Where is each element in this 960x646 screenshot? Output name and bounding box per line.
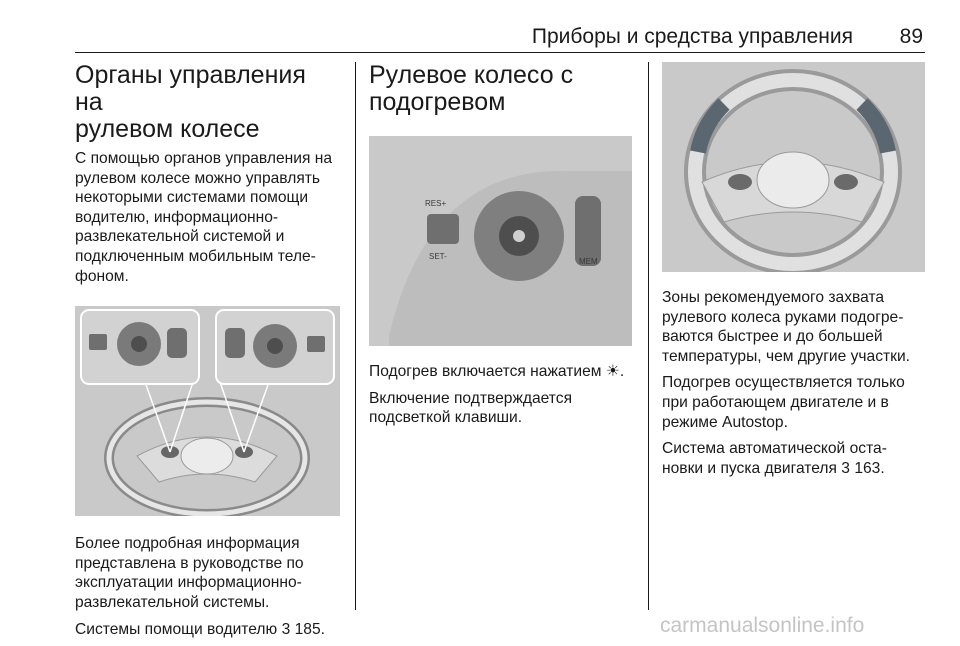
- watermark: carmanualsonline.info: [660, 614, 865, 637]
- res-label: RES+: [425, 199, 447, 208]
- column-divider-left: [355, 62, 356, 610]
- column-heated-wheel: [369, 62, 634, 435]
- column-divider-right: [648, 62, 649, 610]
- mem-label: MEM: [579, 257, 598, 266]
- section-heading-controls: Органы управления на рулевом колесе: [75, 61, 306, 143]
- set-label: SET-: [429, 252, 447, 261]
- header-title: Приборы и средства управления: [531, 25, 853, 48]
- heated-wheel-button-figure: [369, 136, 632, 346]
- heated-wheel-icon: ☀: [605, 363, 620, 380]
- heated-wheel-confirmation: Включение подтверждается подсветкой клавиши.: [369, 389, 573, 427]
- column-steering-controls: [75, 62, 340, 646]
- page-reference-link[interactable]: 185.: [294, 620, 325, 638]
- set-button-figure: [427, 214, 459, 244]
- page-number: 89: [899, 25, 923, 48]
- page-reference-icon: 3: [841, 459, 850, 477]
- engine-running-paragraph: Подогрев осуществляется только при работающем двигателе и в режиме Autostop.: [662, 374, 905, 431]
- steering-wheel-controls-figure: [75, 306, 340, 516]
- page-reference-icon: 3: [281, 620, 291, 638]
- section-heading-heated-wheel: Рулевое колесо с подогревом: [369, 61, 574, 116]
- autostop-reference: Система автоматической оста-новки и пуска двигателя 3 163.: [662, 440, 887, 477]
- heated-wheel-activation: Подогрев включается нажатием ☀.: [369, 363, 625, 380]
- page-reference-link[interactable]: 163.: [854, 459, 885, 477]
- driver-assist-reference: Системы помощи водителю 3 185.: [75, 620, 325, 638]
- controls-intro-paragraph: С помощью органов управления на рулевом колесе можно управлять некоторыми системами помощи водителю, информационно-развлекательной системой и подключенным мобильным теле-фоном.: [75, 150, 333, 285]
- column-heating-zones: [662, 62, 927, 485]
- page-header: [75, 22, 925, 53]
- heated-zones-wheel-figure: [662, 62, 925, 272]
- infotainment-reference-paragraph: Более подробная информация представлена в руководстве по эксплуатации информационно-развлекательной системы.: [75, 535, 304, 611]
- grip-zones-paragraph: Зоны рекомендуемого захвата рулевого колеса руками подогре-ваются быстрее и до большей температуры, чем другие участки.: [662, 289, 911, 365]
